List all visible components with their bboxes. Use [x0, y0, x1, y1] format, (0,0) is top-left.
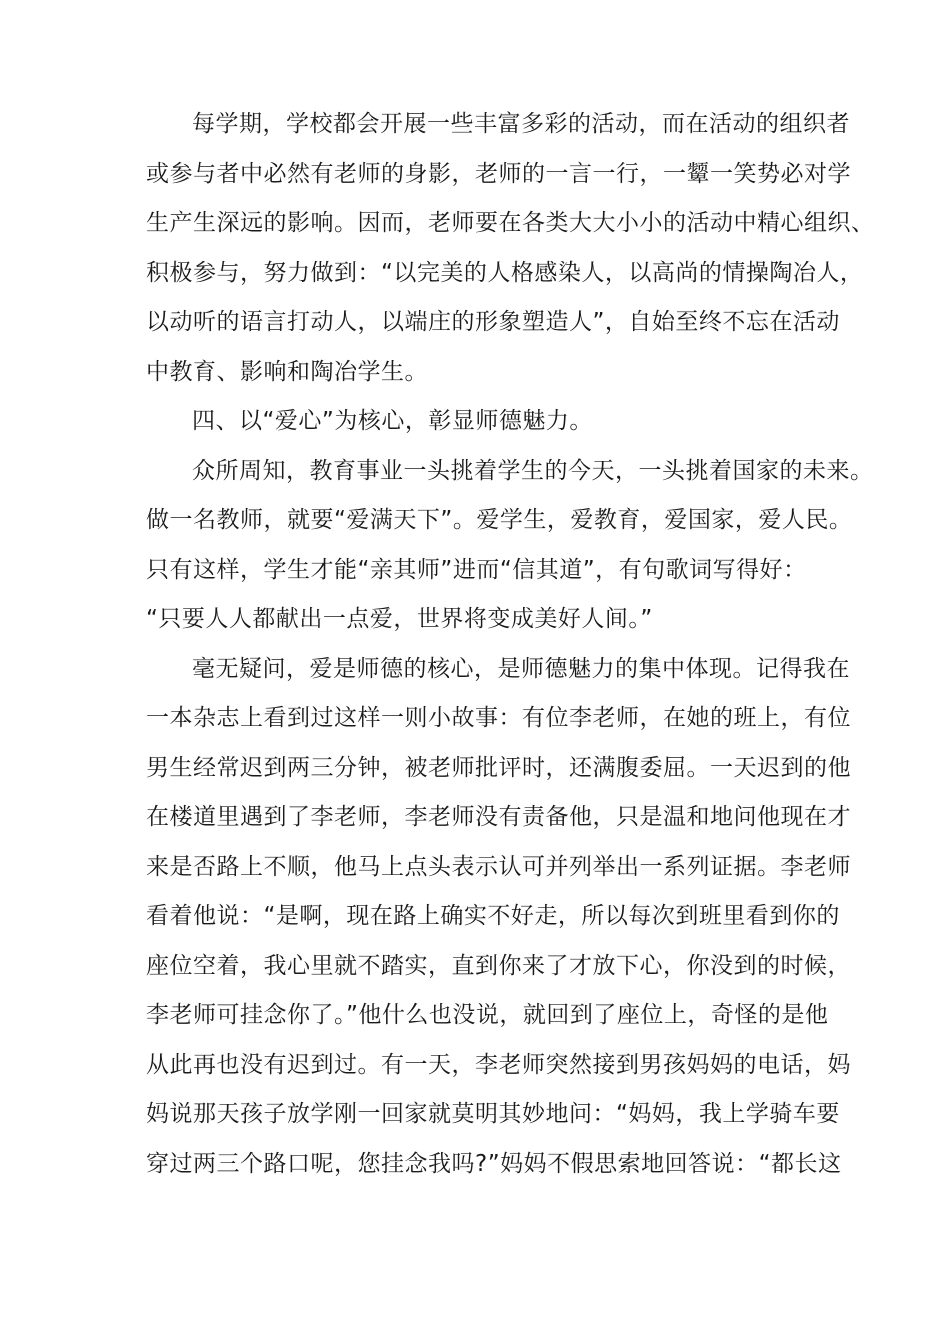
section-heading: 四、以“爱心”为核心，彰显师德魅力。: [192, 408, 593, 434]
text-line: 每学期，学校都会开展一些丰富多彩的活动，而在活动的组织者: [192, 111, 850, 137]
text-line: 一本杂志上看到过这样一则小故事：有位李老师，在她的班上，有位: [146, 705, 851, 731]
text-line: 只有这样，学生才能“亲其师”进而“信其道”，有句歌词写得好：: [146, 556, 807, 583]
text-line: 男生经常迟到两三分钟，被老师批评时，还满腹委屈。一天迟到的他: [146, 754, 851, 781]
text-line: 在楼道里遇到了李老师，李老师没有责备他，只是温和地问他现在才: [146, 804, 851, 830]
text-line: 座位空着，我心里就不踏实，直到你来了才放下心，你没到的时候，: [146, 952, 851, 979]
text-line: 看着他说：“是啊，现在路上确实不好走，所以每次到班里看到你的: [146, 903, 840, 929]
text-line: 中教育、影响和陶冶学生。: [146, 358, 428, 385]
text-line: 李老师可挂念你了。”他什么也没说，就回到了座位上，奇怪的是他: [146, 1002, 829, 1028]
text-line: 或参与者中必然有老师的身影，老师的一言一行，一颦一笑势必对学: [146, 160, 851, 187]
text-line: 妈说那天孩子放学刚一回家就莫明其妙地问：“妈妈，我上学骑车要: [146, 1101, 840, 1127]
text-line: 众所周知，教育事业一头挑着学生的今天，一头挑着国家的未来。: [192, 457, 874, 484]
text-line: 生产生深远的影响。因而，老师要在各类大大小小的活动中精心组织、: [146, 210, 875, 236]
text-line: 毫无疑问，爱是师德的核心，是师德魅力的集中体现。记得我在: [192, 655, 850, 682]
text-line: 做一名教师，就要“爱满天下”。爱学生，爱教育，爱国家，爱人民。: [146, 507, 853, 533]
text-line: “只要人人都献出一点爱，世界将变成美好人间。”: [146, 606, 653, 632]
text-line: 以动听的语言打动人，以端庄的形象塑造人”，自始至终不忘在活动: [146, 309, 840, 335]
text-line: 来是否路上不顺，他马上点头表示认可并列举出一系列证据。李老师: [146, 853, 851, 880]
body-text: [146, 100, 875, 1189]
text-line: 从此再也没有迟到过。有一天，李老师突然接到男孩妈妈的电话，妈: [146, 1051, 851, 1078]
text-line: 穿过两三个路口呢，您挂念我吗?”妈妈不假思索地回答说：“都长这: [146, 1150, 842, 1177]
text-line: 积极参与，努力做到：“以完美的人格感染人，以高尚的情操陶冶人，: [146, 259, 864, 286]
